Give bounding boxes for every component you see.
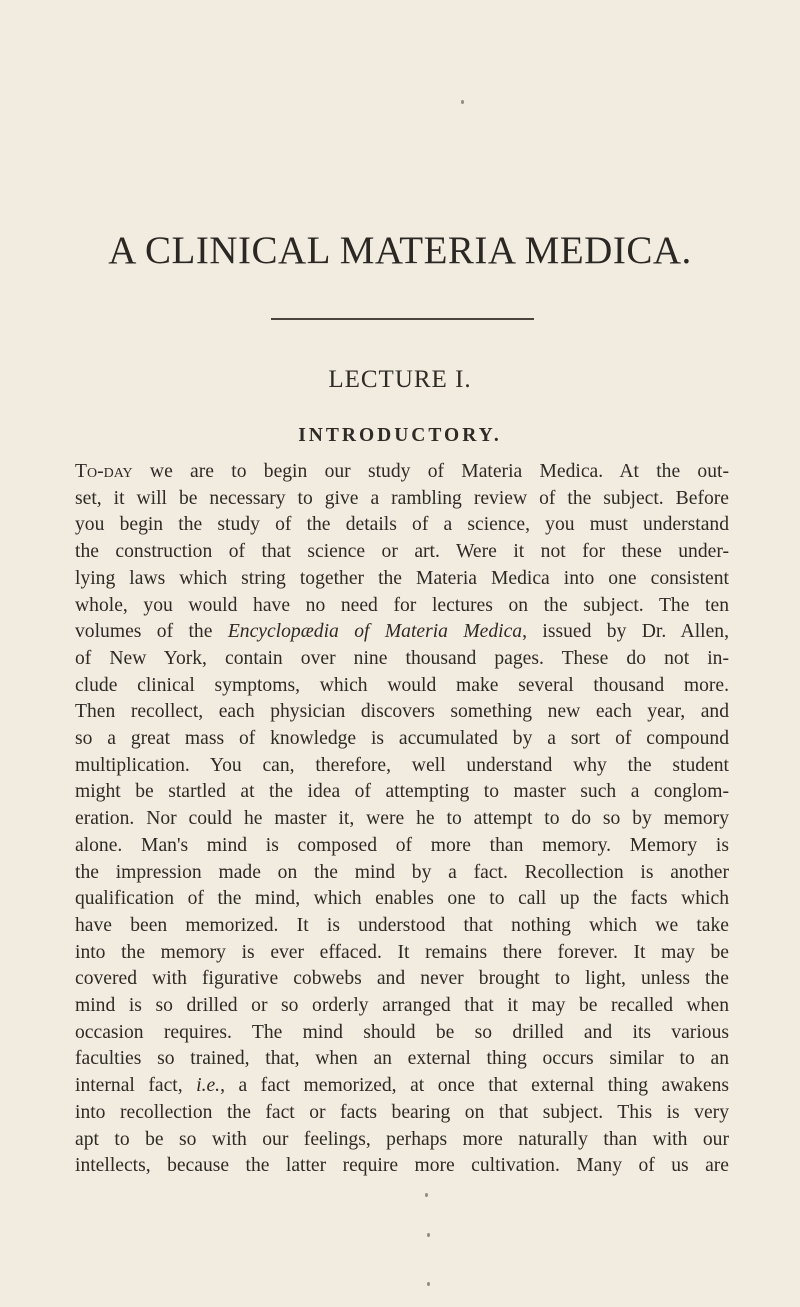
text-line: so a great mass of knowledge is accumulated by a sort of compound: [75, 728, 729, 750]
text-line: set, it will be necessary to give a rambling review of the subject. Before: [75, 487, 729, 509]
text-line: occasion requires. The mind should be so drilled and its various: [75, 1021, 729, 1043]
text-line: covered with figurative cobwebs and never brought to light, unless the: [75, 968, 729, 990]
text-line: volumes of the Encyclopædia of Materia Medica, issued by Dr. Allen,: [75, 621, 729, 643]
text-line: mind is so drilled or so orderly arranged that it may be recalled when: [75, 995, 729, 1017]
body-paragraph: [75, 459, 729, 1180]
text-line: To-day we are to begin our study of Materia Medica. At the out-: [75, 461, 729, 482]
lead-word: To-day: [75, 461, 133, 482]
text-line: of New York, contain over nine thousand pages. These do not in-: [75, 647, 729, 669]
text-line: whole, you would have no need for lectures on the subject. The ten: [75, 594, 729, 616]
italic-text: i.e.: [196, 1075, 221, 1097]
text-line: into recollection the fact or facts bearing on that subject. This is very: [75, 1101, 729, 1123]
ink-speck: [427, 1233, 430, 1237]
text-line: might be startled at the idea of attempting to master such a conglom-: [75, 781, 729, 803]
lecture-heading: LECTURE I.: [328, 366, 472, 393]
italic-text: Encyclopædia of Materia Medica: [227, 621, 523, 643]
book-title: A CLINICAL MATERIA MEDICA.: [108, 229, 692, 272]
text-line: internal fact, i.e., a fact memorized, at once that external thing awakens: [75, 1075, 729, 1097]
text-line: qualification of the mind, which enables one to call up the facts which: [75, 888, 729, 910]
chapter-subtitle: INTRODUCTORY.: [298, 425, 502, 446]
text-line: the construction of that science or art. Were it not for these under-: [75, 541, 729, 563]
text-line: eration. Nor could he master it, were he to attempt to do so by memory: [75, 808, 729, 830]
text-line: into the memory is ever effaced. It remains there forever. It may be: [75, 941, 729, 963]
text-line: have been memorized. It is understood that nothing which we take: [75, 914, 729, 936]
text-line: Then recollect, each physician discovers something new each year, and: [75, 701, 729, 723]
text-line: intellects, because the latter require more cultivation. Many of us are: [75, 1155, 729, 1177]
text-line: alone. Man's mind is composed of more than memory. Memory is: [75, 834, 729, 856]
text-line: multiplication. You can, therefore, well understand why the student: [75, 754, 729, 776]
ink-speck: [461, 100, 464, 104]
title-divider: [271, 318, 534, 320]
text-line: the impression made on the mind by a fact. Recollection is another: [75, 861, 729, 883]
ink-speck: [427, 1282, 430, 1286]
text-line: apt to be so with our feelings, perhaps more naturally than with our: [75, 1128, 729, 1150]
text-line: faculties so trained, that, when an external thing occurs similar to an: [75, 1048, 729, 1070]
text-line: clude clinical symptoms, which would make several thousand more.: [75, 674, 729, 696]
text-line: lying laws which string together the Materia Medica into one consistent: [75, 567, 729, 589]
text-line: you begin the study of the details of a science, you must understand: [75, 514, 729, 536]
ink-speck: [425, 1193, 428, 1197]
